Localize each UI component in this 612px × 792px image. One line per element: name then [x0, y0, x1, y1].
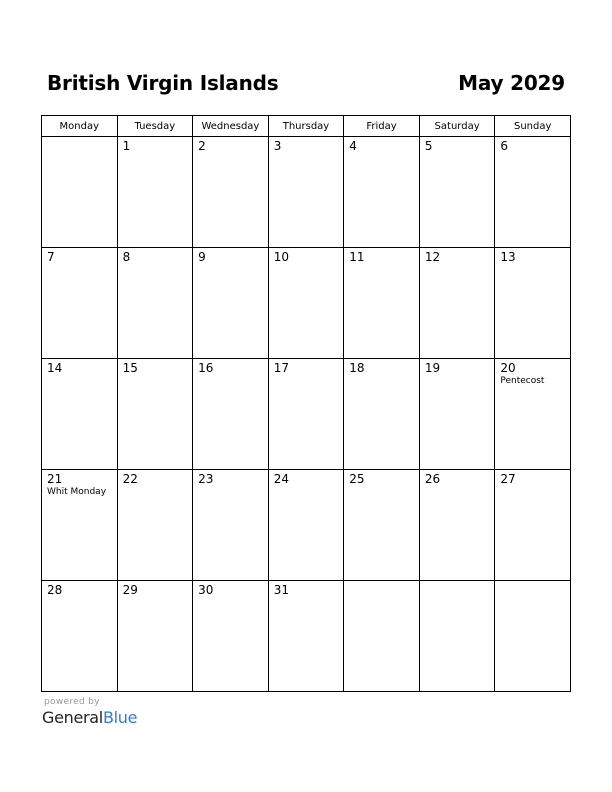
day-cell: [268, 137, 344, 248]
weekday-header: Saturday: [419, 116, 495, 137]
day-number: 12: [424, 250, 441, 264]
day-number: 4: [349, 139, 357, 153]
holiday-label: Whit Monday: [47, 487, 107, 497]
day-cell: [193, 248, 269, 359]
week-row: [42, 581, 571, 692]
weekday-header: Tuesday: [117, 116, 193, 137]
day-cell: [193, 137, 269, 248]
holiday-label: Pentecost: [500, 376, 545, 386]
day-cell: [344, 470, 420, 581]
weekday-header: Wednesday: [193, 116, 269, 137]
day-cell: [117, 581, 193, 692]
day-cell: [495, 359, 571, 470]
day-cell: [268, 359, 344, 470]
calendar-grid: [41, 115, 571, 692]
week-row: [42, 137, 571, 248]
day-number: 9: [198, 250, 206, 264]
day-cell: [344, 137, 420, 248]
day-number: 2: [198, 139, 206, 153]
day-cell: [117, 248, 193, 359]
day-cell: [419, 470, 495, 581]
day-cell: [419, 137, 495, 248]
day-number: 8: [122, 250, 131, 264]
day-number: 23: [198, 472, 214, 486]
week-row: [42, 248, 571, 359]
powered-by-label: powered by: [44, 697, 100, 707]
day-cell: [193, 470, 269, 581]
weekday-header: Friday: [344, 116, 420, 137]
day-number: 18: [349, 361, 365, 375]
day-number: 22: [122, 472, 138, 486]
day-cell: [419, 581, 495, 692]
day-number: 28: [47, 583, 63, 597]
weekday-header: Sunday: [495, 116, 571, 137]
day-number: 17: [273, 361, 289, 375]
weekday-header: Thursday: [268, 116, 344, 137]
day-cell: [268, 248, 344, 359]
day-cell: [495, 248, 571, 359]
day-number: 19: [424, 361, 441, 375]
brand-general-text: General: [42, 708, 103, 727]
day-cell: [495, 581, 571, 692]
day-cell: [117, 137, 193, 248]
day-number: 30: [198, 583, 214, 597]
day-number: 21: [47, 472, 63, 486]
day-cell: [344, 248, 420, 359]
week-row: [42, 470, 571, 581]
day-cell: [42, 137, 118, 248]
day-cell: [268, 581, 344, 692]
day-cell: [419, 248, 495, 359]
day-number: 7: [47, 250, 55, 264]
day-number: 6: [500, 139, 509, 153]
day-number: 31: [273, 583, 289, 597]
day-cell: [193, 581, 269, 692]
day-number: 3: [273, 139, 282, 153]
calendar-country-title: British Virgin Islands: [47, 71, 279, 95]
day-cell: [42, 359, 118, 470]
day-cell: [117, 359, 193, 470]
day-cell: [193, 359, 269, 470]
day-number: 25: [349, 472, 365, 486]
day-number: 1: [122, 139, 131, 153]
day-number: 24: [273, 472, 289, 486]
day-cell: [117, 470, 193, 581]
day-number: 15: [122, 361, 138, 375]
day-cell: [344, 581, 420, 692]
week-row: [42, 359, 571, 470]
brand-blue-text: Blue: [102, 708, 138, 727]
day-number: 29: [122, 583, 138, 597]
weekday-header-row: [42, 116, 571, 137]
day-cell: [419, 359, 495, 470]
weekday-header: Monday: [42, 116, 118, 137]
day-cell: [344, 359, 420, 470]
day-cell: [42, 581, 118, 692]
day-number: 5: [424, 139, 433, 153]
day-cell: [42, 248, 118, 359]
calendar-month-title: May 2029: [458, 71, 565, 95]
day-number: 14: [47, 361, 63, 375]
day-number: 16: [198, 361, 214, 375]
day-cell: [42, 470, 118, 581]
day-number: 10: [273, 250, 289, 264]
day-number: 11: [349, 250, 365, 264]
day-cell: [495, 137, 571, 248]
day-cell: [495, 470, 571, 581]
generalblue-logo[interactable]: [42, 708, 137, 727]
day-number: 20: [500, 361, 516, 375]
day-cell: [268, 470, 344, 581]
day-number: 13: [500, 250, 516, 264]
day-number: 26: [424, 472, 441, 486]
day-number: 27: [500, 472, 516, 486]
